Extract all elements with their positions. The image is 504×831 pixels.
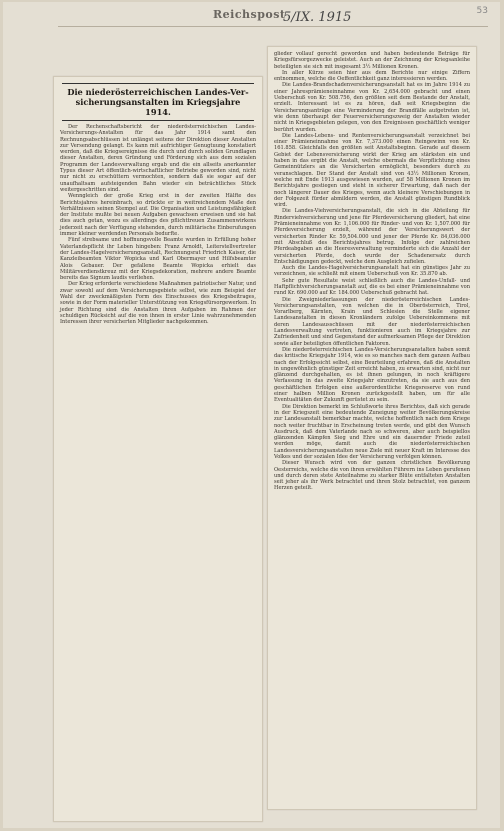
paragraph: Wenngleich der große Krieg erst in der zweiten Hälfte des Berichtsjahres hereinbrach, so drückte er in weitreichendem Maße den Verhältnissen seinen Stempel auf. Die Organisation und Leistungsfähigkeit der Institute mußte bei neuen Aufgaben gewachsen erweisen und sie hat dies auch getan, wozu es allerdings des pflichttreuen Zusammenwirkens jederzeit nach der Verfügung stehenden, durch militärische Einberufungen immer kleiner werdenden Personals bedurfte. <box>60 193 256 238</box>
paragraph: glieder vollauf gerecht geworden und haben bedeutende Beträge für Kriegsfürsorgezwecke geleistet. Auch an der Zeichnung der Kriegsanleihe beteiligten sie sich mit insgesamt 3½ Millionen Kronen. <box>274 51 470 70</box>
paragraph: Auch die Landes-Hagelversicherungsanstalt hat ein günstiges Jahr zu verzeichnen, sie schließt mit einem Ueberschuß von Kr. 35.870 ab. <box>274 265 470 278</box>
right-column-text <box>268 47 476 492</box>
paragraph: Die Direktion bemerkt im Schlußworte ihres Berichtes, daß sich gerade in der Kriegszeit eine bedeutende Zuneigung weiter Bevölkerungskreise zur Landesanstalt bemerkbar machte, welche hoffentlich nach dem Kriege noch weiter fruchtbar in Erscheinung treten werde, und gibt den Wunsch Ausdruck, daß dem Vaterlande nach so schweren, aber auch beispiellos glänzenden Kämpfen Sieg und Ehre und ein dauernder Friede zuteil werden möge, damit auch die niederösterreichischen Landesversicherungsanstalten neue Ziele mit neuer Kraft im Interesse des Volkes und der sozialen Idee der Versicherung verfolgen können. <box>274 403 470 460</box>
paragraph: Dieser Wunsch wird von der ganzen christlichen Bevölkerung Oesterreichs, welche die von ihren erwählten Führern ins Leben gerufenen und durch deren stete Anteilnahme zu starker Blüte entfalteten Anstalten seit jeher als ihr Werk betrachtet und ihren Stolz betrachtet, von ganzem Herzen geteilt. <box>274 460 470 492</box>
handwritten-date: 5/IX. 1915 <box>283 10 352 25</box>
article-title-line-2: sicherungsanstalten im Kriegsjahre 1914. <box>75 97 241 117</box>
newspaper-name: Reichspost <box>213 8 286 21</box>
clipping-right-column <box>267 46 477 810</box>
paragraph: Der Krieg erforderte verschiedene Maßnahmen patriotischer Natur, und zwar sowohl auf dem Versicherungsgebiete selbst, wie zum Beispiel der Wahl der zweckmäßigsten Form des Einschusses des Kriegsbeitrages, sowie in der Form materieller Unterstützung von Kriegsfürsorgewerken. In jeder Richtung sind die Anstalten ihren Aufgaben im Rahmen der schuldigen Rücksicht auf die von ihnen in erster Linie wahrzunehmenden Interessen ihrer versicherten Mitglieder nachgekommen. <box>60 281 256 326</box>
clipping-left-column <box>53 76 263 822</box>
paragraph: Fünf strebsame und hoffnungsvolle Beamte wurden in Erfüllung hoher Vaterlandspflicht ihr Leben hingeben: Franz Arnoldt, Leiterstellvertreter der Landes-Hagelversicherungsanstalt, Rechnungsrat Friedrich Kaiser, die Kanzleibeamten Viktor Wopicka und Karl Obermayer und Hilfsbeamter Alois Gebauer. Der gefallene Beamte Wopicka erhielt das Militärverdienstkreuz mit der Kriegsdekoration, mehrere andere Beamte bereits das Signum laudis verliehen. <box>60 237 256 282</box>
paragraph: In aller Kürze seien hier aus dem Berichte nur einige Ziffern entnommen, welche die Oeffentlichkeit ganz interessieren werden. <box>274 69 470 83</box>
article-title-line-1: Die niederösterreichischen Landes-Ver- <box>67 87 249 97</box>
article-title <box>62 83 254 121</box>
header-divider <box>58 26 488 27</box>
paragraph: Die Landes-Viehversicherungsanstalt, die sich in die Abteilung für Rinderviehversicherung und jene für Pferdeversicherung gliedert, hat eine Prämieneinnahme von Kr. 1,106.000 für Rinder- und von Kr. 1,507.000 für Pferdeversicherung erzielt, während der Versicherungswert der versicherten Rinder Kr. 59,504.000 und jener der Pferde Kr. 84,036.000 mit Abschluß des Berichtsjahres betrug. Infolge der zahlreichen Pferdeabgaben an die Heeresverwaltung verminderte sich die Anzahl der versicherten Pferde, doch wurde der Schadenersatz durch Entschädigungen gedeckt, welche dem Ausgleich zufielen. <box>274 208 470 265</box>
page-number: 53 <box>476 6 488 16</box>
paragraph: Die Landes-Lebens- und Rentenversicherungsanstalt verzeichnet bei einer Prämieneinnahme von Kr. 7,373.000 einen Reingewinn von Kr. 161.858. Gleichfalls den größten seit Anstaltsbeginn. Gerade auf diesem Gebiet der Lebensversicherung wirkt der Krieg am stärksten ein und haben in das ergibt die Anstalt, welche obermals die Verpflichtung eines Gemeinnützlers an die Versicherten ermöglicht, besonders durch zu veranschlagen. Der Stand der Anstalt sind von 43½ Millionen Kronen, welche mit Ende 1913 ausgewiesen wurden, auf 58 Millionen Kronen im Berichtsjahre gestiegen und steht in sicherer Erwartung, daß nach der noch längerer Dauer des Krieges, wenn auch kleinere Verschiebungen in der Folgezeit fürder abmildern werden, die Anstalt günstigen Rundblick wird. <box>274 132 470 209</box>
paragraph: Die Zweigniederlassungen der niederösterreichischen Landes-Versicherungsanstalten, von welchen die in Oberösterreich, Tirol, Vorarlberg, Kärnten, Krain und Schlesien die Stelle eigener Landesanstalten in diesen Kronländern zufolge Uebereinkommens mit deren Landesausschüssen mit der niederösterreichischen Landesverwaltung vertreten, funktionieren auch im Kriegsjahre zur Zufriedenheit und sind Gegenstand der aufmerksamen Pflege der Direktion sowie aller beteiligten öffentlichen Faktoren. <box>274 296 470 347</box>
paragraph: Der Rechenschaftsbericht der niederösterreichischen Landes-Versicherungs-Anstalten für das Jahr 1914 samt den Rechnungsabschlüssen ist unlängst seitens der Direktion dieser Anstalten zur Versendung gelangt. Es kann mit aufrichtiger Genugtuung konstatiert werden, daß die Kriegsereignisse die durch und durch soliden Grundlagen dieser Anstalten, deren Gründung und Förderung sich aus dem sozialen Programm der Landesverwaltung ergab und die ein allseits anerkannter Typus dieser Art öffentlich-wirtschaftlicher Betriebe geworden sind, nicht nur nicht zu erschüttern vermochten, sondern daß sie sogar auf der unaufhaltsam aufsteigenden Bahn wieder ein beträchtliches Stück weitergeschritten sind. <box>60 124 256 193</box>
paragraph: Die Landes-Brandschadenversicherungsanstalt hat es im Jahre 1914 zu einer Jahresprämieneinnahme von Kr. 2,654.000 gebracht und einen Ueberschuß von Kr. 508.756, den größten seit dem Bestande der Anstalt, erzielt. Interessant ist es zu hören, daß seit Kriegsbeginn die Versicherungsanträge eine Verminderung der Brandfälle aufgetreten ist, wie denn überhaupt der Feuerversicherungszweig der Anstalten wieder nicht in Kriegsgebieten gelegen, von den Ereignissen geschäftlich weniger berührt wurden. <box>274 82 470 133</box>
left-column-text <box>54 124 262 326</box>
paragraph: Die niederösterreichischen Landes-Versicherungsanstalten haben somit das kritische Kriegsjahr 1914, wie es so manches nach dem ganzen Aufbau nach der Erfolgssicht selbst, eine Beurteilung erfahren, daß die Anstalten in ungewöhnlich günstiger Zeit erreicht haben, zu erwarten sind, nicht nur glänzend durchgehalten, es ist ihnen gelungen, in noch kräftigere Verfassung in das zweite Kriegsjahr einzutreten, da sie auch aus den geschäftlichen Erfolgen eine außerordentliche Kriegsreserve von rund einer halben Million Kronen zurückgestellt haben, um für alle Eventualitäten der Zukunft gerüstet zu sein. <box>274 346 470 404</box>
archive-sheet <box>3 2 500 828</box>
paragraph: Sehr gute Resultate weist schließlich auch die Landes-Unfall- und Haftpflichtversicherungsanstalt auf, die es bei einer Prämieneinnahme von rund Kr. 690.000 auf Kr. 184.000 Ueberschuß gebracht hat. <box>274 277 470 297</box>
